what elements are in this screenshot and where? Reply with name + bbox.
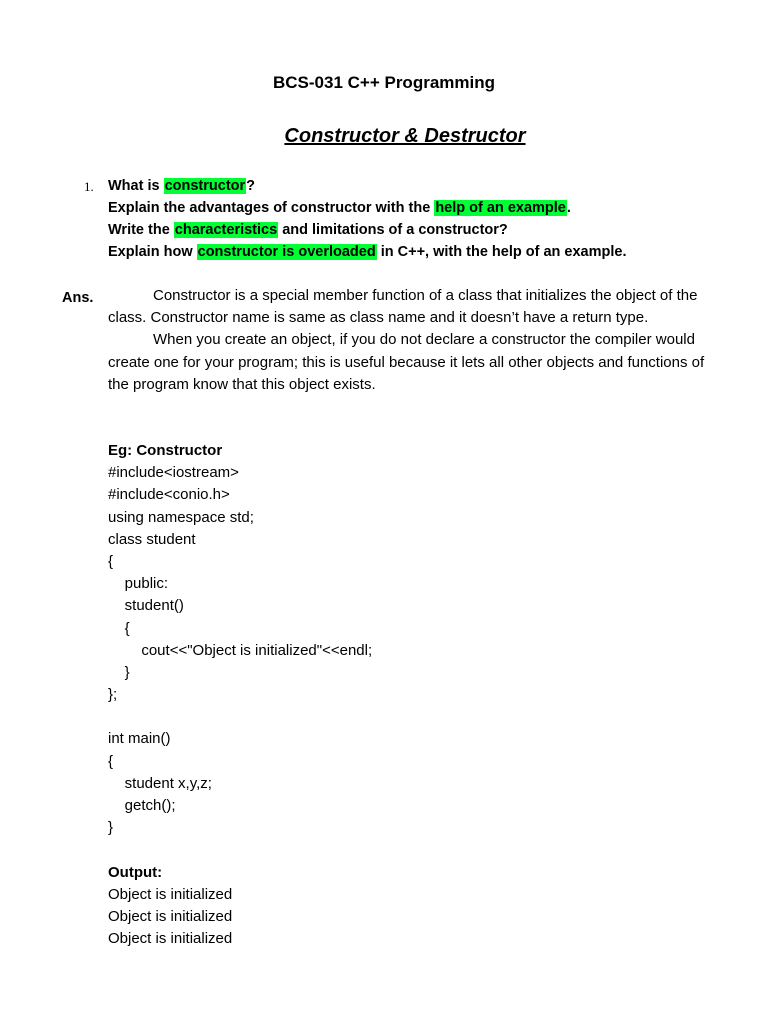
question-text-segment: Explain the advantages of constructor with the	[108, 200, 435, 216]
answer-body	[108, 285, 708, 396]
answer-label: Ans.	[62, 290, 94, 306]
code-line: int main()	[108, 730, 171, 748]
highlighted-text: constructor	[164, 178, 246, 194]
question-text-segment: Explain how	[108, 244, 197, 260]
code-line	[108, 706, 708, 728]
question-text-segment: ?	[246, 178, 256, 194]
code-listing	[108, 462, 708, 861]
code-line: getch();	[108, 797, 176, 814]
code-line: {	[108, 552, 114, 570]
output-line: Object is initialized	[108, 907, 233, 925]
output-heading: Output:	[108, 863, 163, 881]
highlighted-text: constructor is overloaded	[197, 244, 376, 260]
question-text-segment: What is	[108, 178, 164, 194]
code-line: student()	[108, 597, 184, 615]
question-line	[108, 241, 728, 263]
question-text-segment: Write the	[108, 222, 174, 238]
code-line: #include<iostream>	[108, 464, 239, 482]
highlighted-text: characteristics	[174, 222, 278, 238]
example-heading: Eg: Constructor	[108, 442, 223, 459]
question-text	[108, 175, 728, 263]
code-line: cout<<"Object is initialized"<<endl;	[108, 641, 373, 659]
code-line: #include<conio.h>	[108, 486, 230, 504]
output-listing	[108, 884, 708, 951]
question-number: 1.	[84, 179, 94, 194]
question-line	[108, 175, 728, 197]
code-line: }	[108, 819, 114, 837]
code-line: class student	[108, 530, 196, 548]
question-line	[108, 197, 728, 219]
output-line: Object is initialized	[108, 930, 233, 948]
question-text-segment: .	[566, 200, 571, 216]
code-line: }	[108, 663, 130, 681]
course-title: BCS-031 C++ Programming	[272, 73, 495, 92]
code-line	[108, 839, 708, 861]
example-section	[108, 440, 708, 950]
code-line: {	[108, 619, 130, 637]
question-text-segment: in C++, with the help of an example.	[376, 244, 627, 260]
code-line: };	[108, 686, 118, 704]
document-title: Constructor & Destructor	[284, 125, 526, 147]
answer-paragraph-1: Constructor is a special member function of a class that initializes the object of the class. Constructor name is same as class name and it doesn’t have a return type.	[108, 287, 698, 327]
code-line: student x,y,z;	[108, 774, 212, 792]
question-text-segment: and limitations of a constructor?	[278, 222, 508, 238]
code-line: using namespace std;	[108, 508, 254, 526]
question-line	[108, 219, 728, 241]
output-line: Object is initialized	[108, 885, 233, 903]
highlighted-text: help of an example	[435, 200, 566, 216]
code-line: public:	[108, 575, 169, 593]
code-line: {	[108, 752, 114, 770]
answer-paragraph-2: When you create an object, if you do not declare a constructor the compiler would create one for your program; this is useful because it lets all other objects and functions of the program know that this object exists.	[108, 331, 705, 393]
